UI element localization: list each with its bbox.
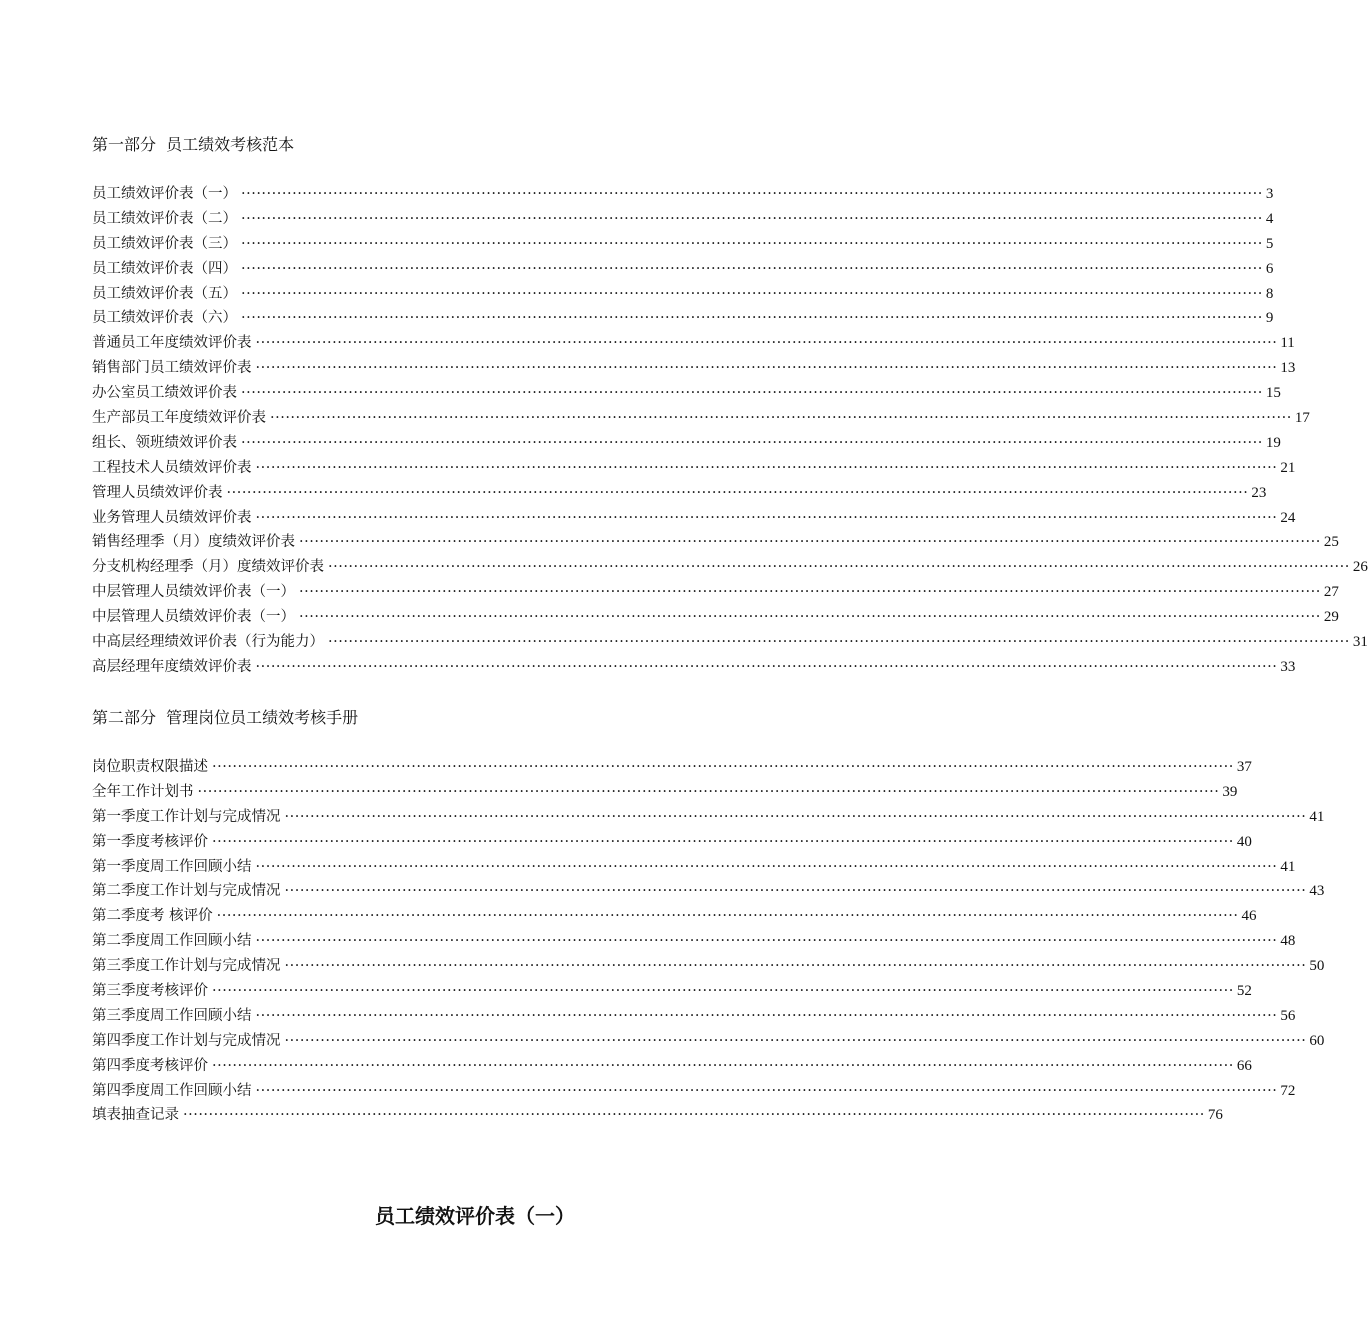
toc-entry-page-number: 5	[1265, 235, 1274, 252]
toc-entry-label: 高层经理年度绩效评价表	[92, 658, 252, 675]
toc-entry[interactable]	[92, 182, 1274, 207]
toc-dot-leader: ········································································································································································································	[255, 509, 1278, 526]
toc-entry-label: 第三季度考核评价	[92, 983, 208, 1000]
toc-entry-label: 普通员工年度绩效评价表	[92, 335, 252, 352]
toc-entry-page-number: 31	[1352, 634, 1368, 651]
toc-entry-page-number: 3	[1265, 186, 1274, 202]
toc-dot-leader: ········································································································································································································	[328, 559, 1350, 576]
toc-entry-page-number: 56	[1280, 1007, 1296, 1024]
toc-entry[interactable]	[92, 381, 1281, 406]
toc-entry[interactable]	[92, 282, 1274, 307]
toc-entry[interactable]	[92, 655, 1296, 680]
toc-entry[interactable]	[92, 481, 1267, 506]
toc-entry[interactable]	[92, 331, 1295, 356]
toc-entry[interactable]	[92, 555, 1368, 580]
toc-entry-label: 生产部员工年度绩效评价表	[92, 410, 266, 427]
toc-entry-page-number: 27	[1323, 584, 1339, 601]
toc-entry[interactable]	[92, 456, 1296, 481]
toc-entry-label: 第四季度考核评价	[92, 1057, 208, 1074]
toc-entry-label: 中层管理人员绩效评价表（一）	[92, 609, 295, 626]
toc-entry-page-number: 48	[1280, 933, 1296, 950]
toc-entry-page-number: 13	[1280, 360, 1296, 377]
toc-entry-label: 第一季度考核评价	[92, 833, 208, 850]
toc-dot-leader: ········································································································································································································	[255, 335, 1278, 352]
toc-dot-leader: ········································································································································································································	[212, 1057, 1234, 1074]
toc-entry[interactable]	[92, 1029, 1325, 1054]
toc-entry-label: 全年工作计划书	[92, 783, 194, 800]
toc-entry-label: 员工绩效评价表（三）	[92, 235, 237, 252]
toc-entry-page-number: 39	[1222, 783, 1238, 800]
toc-entry-page-number: 19	[1265, 434, 1281, 451]
toc-entry[interactable]	[92, 954, 1325, 979]
toc-dot-leader: ········································································································································································································	[241, 310, 1263, 327]
toc-dot-leader: ········································································································································································································	[241, 285, 1263, 302]
toc-entry[interactable]	[92, 530, 1339, 555]
toc-entry[interactable]	[92, 232, 1274, 257]
toc-dot-leader: ········································································································································································································	[255, 658, 1278, 675]
toc-entry[interactable]	[92, 830, 1252, 855]
toc-dot-leader: ········································································································································································································	[255, 459, 1278, 476]
toc-entry-page-number: 23	[1251, 484, 1267, 501]
toc-entry[interactable]	[92, 780, 1238, 805]
toc-dot-leader: ········································································································································································································	[226, 484, 1249, 501]
toc-entry-label: 第一季度周工作回顾小结	[92, 858, 252, 875]
toc-dot-leader: ········································································································································································································	[284, 958, 1307, 975]
toc-dot-leader: ········································································································································································································	[255, 360, 1278, 377]
toc-entry-page-number: 46	[1241, 908, 1257, 925]
toc-entry-page-number: 50	[1309, 958, 1325, 975]
toc-entry-label: 第三季度周工作回顾小结	[92, 1007, 252, 1024]
toc-entry-label: 员工绩效评价表（二）	[92, 210, 237, 227]
toc-entry-page-number: 33	[1280, 658, 1296, 675]
toc-entry[interactable]	[92, 929, 1296, 954]
toc-entry-label: 岗位职责权限描述	[92, 759, 208, 775]
toc-entry[interactable]	[92, 1004, 1296, 1029]
toc-entry-page-number: 76	[1207, 1107, 1223, 1124]
toc-entry-page-number: 4	[1265, 210, 1274, 227]
toc-entry-page-number: 17	[1294, 410, 1310, 427]
toc-dot-leader: ········································································································································································································	[299, 584, 1321, 601]
toc-entry-page-number: 43	[1309, 883, 1325, 900]
toc-entry[interactable]	[92, 580, 1339, 605]
toc-entry-page-number: 25	[1323, 534, 1339, 551]
toc-entry[interactable]	[92, 356, 1296, 381]
toc-entry-label: 分支机构经理季（月）度绩效评价表	[92, 559, 324, 576]
document-title: 员工绩效评价表（一）	[375, 1204, 575, 1228]
toc-entry[interactable]	[92, 406, 1310, 431]
toc-entry-page-number: 11	[1280, 335, 1295, 352]
toc-dot-leader: ········································································································································································································	[183, 1107, 1205, 1124]
toc-entry-page-number: 72	[1280, 1082, 1296, 1099]
part-one-heading: 第一部分 员工绩效考核范本	[92, 135, 295, 154]
toc-entry[interactable]	[92, 904, 1257, 929]
toc-dot-leader: ········································································································································································································	[212, 833, 1234, 850]
toc-dot-leader: ········································································································································································································	[299, 534, 1321, 551]
toc-entry[interactable]	[92, 755, 1252, 780]
toc-entry-label: 业务管理人员绩效评价表	[92, 509, 252, 526]
part-two-heading: 第二部分 管理岗位员工绩效考核手册	[92, 708, 359, 727]
toc-dot-leader: ········································································································································································································	[328, 634, 1350, 651]
toc-dot-leader: ········································································································································································································	[241, 210, 1263, 227]
toc-entry[interactable]	[92, 207, 1274, 232]
toc-entry[interactable]	[92, 979, 1252, 1004]
toc-entry[interactable]	[92, 506, 1296, 531]
toc-entry-label: 第二季度周工作回顾小结	[92, 933, 252, 950]
toc-dot-leader: ········································································································································································································	[241, 186, 1263, 202]
toc-entry-page-number: 66	[1236, 1057, 1252, 1074]
toc-dot-leader: ········································································································································································································	[255, 1007, 1278, 1024]
toc-entry[interactable]	[92, 630, 1368, 655]
toc-dot-leader: ········································································································································································································	[197, 783, 1220, 800]
toc-entry-page-number: 29	[1323, 609, 1339, 626]
toc-entry-page-number: 60	[1309, 1032, 1325, 1049]
toc-entry-page-number: 8	[1265, 285, 1274, 302]
toc-entry-label: 员工绩效评价表（五）	[92, 285, 237, 302]
toc-entry[interactable]	[92, 805, 1325, 830]
toc-entry[interactable]	[92, 431, 1281, 456]
toc-entry-page-number: 52	[1236, 983, 1252, 1000]
toc-entry[interactable]	[92, 879, 1325, 904]
toc-entry-label: 中高层经理绩效评价表（行为能力）	[92, 634, 324, 651]
toc-entry-page-number: 9	[1265, 310, 1274, 327]
toc-dot-leader: ········································································································································································································	[216, 908, 1239, 925]
toc-dot-leader: ········································································································································································································	[284, 1032, 1307, 1049]
toc-entry[interactable]	[92, 1079, 1296, 1104]
toc-dot-leader: ········································································································································································································	[241, 385, 1263, 402]
toc-entry-page-number: 37	[1236, 759, 1252, 775]
toc-entry-label: 办公室员工绩效评价表	[92, 385, 237, 402]
toc-entry-page-number: 26	[1352, 559, 1368, 576]
toc-entry-label: 员工绩效评价表（一）	[92, 186, 237, 202]
toc-entry[interactable]	[92, 855, 1296, 880]
toc-dot-leader: ········································································································································································································	[284, 883, 1307, 900]
toc-dot-leader: ········································································································································································································	[255, 933, 1278, 950]
toc-entry-label: 管理人员绩效评价表	[92, 484, 223, 501]
toc-entry-label: 第三季度工作计划与完成情况	[92, 958, 281, 975]
toc-dot-leader: ········································································································································································································	[284, 808, 1307, 825]
toc-entry[interactable]	[92, 1054, 1252, 1079]
toc-entry[interactable]	[92, 306, 1274, 331]
toc-entry-page-number: 41	[1309, 808, 1325, 825]
toc-entry-label: 第一季度工作计划与完成情况	[92, 808, 281, 825]
toc-dot-leader: ········································································································································································································	[299, 609, 1321, 626]
toc-dot-leader: ········································································································································································································	[212, 759, 1234, 775]
toc-entry-page-number: 21	[1280, 459, 1296, 476]
toc-entry-label: 组长、领班绩效评价表	[92, 434, 237, 451]
toc-entry[interactable]	[92, 605, 1339, 630]
toc-dot-leader: ········································································································································································································	[270, 410, 1292, 427]
toc-entry[interactable]	[92, 1103, 1223, 1128]
toc-dot-leader: ········································································································································································································	[255, 858, 1278, 875]
toc-entry-label: 工程技术人员绩效评价表	[92, 459, 252, 476]
toc-dot-leader: ········································································································································································································	[241, 235, 1263, 252]
toc-dot-leader: ········································································································································································································	[255, 1082, 1278, 1099]
toc-entry-label: 第四季度周工作回顾小结	[92, 1082, 252, 1099]
part-two-toc-list	[92, 755, 1325, 1128]
toc-entry-label: 填表抽查记录	[92, 1107, 179, 1124]
toc-entry-page-number: 41	[1280, 858, 1296, 875]
toc-entry-label: 第二季度工作计划与完成情况	[92, 883, 281, 900]
toc-entry-label: 销售经理季（月）度绩效评价表	[92, 534, 295, 551]
toc-entry-label: 员工绩效评价表（六）	[92, 310, 237, 327]
toc-entry-page-number: 15	[1265, 385, 1281, 402]
toc-entry[interactable]	[92, 257, 1274, 282]
toc-entry-page-number: 6	[1265, 260, 1274, 277]
part-one-toc-list	[92, 182, 1368, 680]
toc-entry-label: 第四季度工作计划与完成情况	[92, 1032, 281, 1049]
toc-dot-leader: ········································································································································································································	[241, 260, 1263, 277]
toc-entry-page-number: 24	[1280, 509, 1296, 526]
toc-entry-page-number: 40	[1236, 833, 1252, 850]
toc-entry-label: 员工绩效评价表（四）	[92, 260, 237, 277]
toc-dot-leader: ········································································································································································································	[241, 434, 1263, 451]
toc-entry-label: 销售部门员工绩效评价表	[92, 360, 252, 377]
toc-entry-label: 中层管理人员绩效评价表（一）	[92, 584, 295, 601]
toc-entry-label: 第二季度考 核评价	[92, 908, 213, 925]
toc-dot-leader: ········································································································································································································	[212, 983, 1234, 1000]
